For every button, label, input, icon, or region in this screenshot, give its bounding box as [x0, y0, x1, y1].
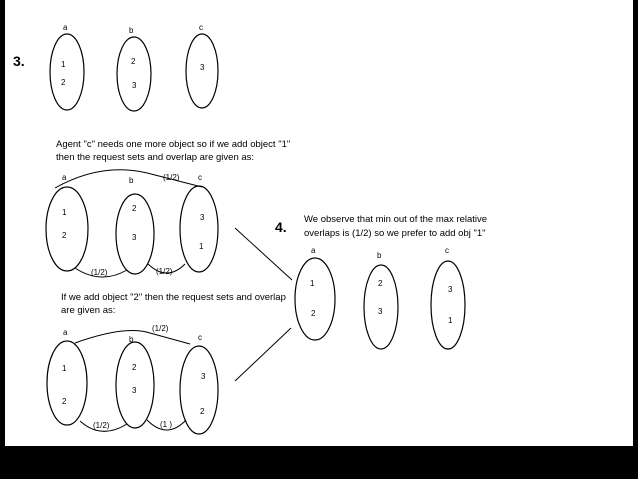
- opt1-set-b-item: 3: [132, 233, 137, 242]
- opt1-overlap-a-c-label: (1/2): [163, 173, 180, 182]
- set-b-label: b: [129, 26, 134, 35]
- step4-set-b-item: 2: [378, 279, 383, 288]
- opt2-set-b-ellipse: [116, 342, 154, 428]
- step4-label-a: a: [311, 246, 316, 255]
- step-3-number: 3.: [13, 53, 25, 69]
- step4-set-b-item: 3: [378, 307, 383, 316]
- step-4-caption-line-2: overlaps is (1/2) so we prefer to add obj "1": [304, 228, 486, 239]
- slide: [5, 0, 633, 446]
- opt2-set-b-item: 3: [132, 386, 137, 395]
- step4-set-c-item: 3: [448, 285, 453, 294]
- opt2-set-c-item: 3: [201, 372, 206, 381]
- opt2-label-c: c: [198, 333, 202, 342]
- opt2-set-a-item: 1: [62, 364, 67, 373]
- opt1-set-c-item: 3: [200, 213, 205, 222]
- step4-set-a-item: 1: [310, 279, 315, 288]
- opt1-set-a-ellipse: [46, 187, 88, 271]
- opt2-label-a: a: [63, 328, 68, 337]
- arrow-line-lower: [235, 328, 291, 381]
- step-4-number: 4.: [275, 219, 287, 235]
- set-b-ellipse: [117, 37, 151, 111]
- opt2-label-b: b: [129, 335, 134, 344]
- caption-2-line-1: If we add object "2" then the request sets and overlap: [61, 292, 286, 303]
- step4-label-c: c: [445, 246, 449, 255]
- opt1-set-a-item: 2: [62, 231, 67, 240]
- diagram-canvas: [5, 0, 633, 446]
- opt1-set-c-ellipse: [180, 186, 218, 272]
- opt1-label-a: a: [62, 173, 67, 182]
- opt2-overlap-a-b-label: (1/2): [93, 421, 110, 430]
- opt1-overlap-a-b-label: (1/2): [91, 268, 108, 277]
- opt1-label-c: c: [198, 173, 202, 182]
- set-b-item: 2: [131, 57, 136, 66]
- opt1-set-c-item: 1: [199, 242, 204, 251]
- opt2-overlap-b-c-label: (1 ): [160, 420, 172, 429]
- set-c-item: 3: [200, 63, 205, 72]
- opt2-set-c-item: 2: [200, 407, 205, 416]
- caption-1-line-2: then the request sets and overlap are given as:: [56, 152, 255, 163]
- set-a-item: 2: [61, 78, 66, 87]
- step4-set-a-item: 2: [311, 309, 316, 318]
- step4-set-c-ellipse: [431, 261, 465, 349]
- opt1-set-a-item: 1: [62, 208, 67, 217]
- opt2-overlap-a-c-label: (1/2): [152, 324, 169, 333]
- caption-2-line-2: are given as:: [61, 305, 116, 316]
- caption-1-line-1: Agent "c" needs one more object so if we add object "1": [56, 139, 291, 150]
- opt1-set-b-item: 2: [132, 204, 137, 213]
- opt1-overlap-b-c-label: (1/2): [156, 267, 173, 276]
- opt2-set-a-ellipse: [47, 341, 87, 425]
- set-c-label: c: [199, 23, 203, 32]
- set-a-label: a: [63, 23, 68, 32]
- step-4-caption-line-1: We observe that min out of the max relative: [304, 214, 488, 225]
- step4-label-b: b: [377, 251, 382, 260]
- opt2-set-b-item: 2: [132, 363, 137, 372]
- opt1-label-b: b: [129, 176, 134, 185]
- set-b-item: 3: [132, 81, 137, 90]
- set-a-ellipse: [50, 34, 84, 110]
- opt2-set-a-item: 2: [62, 397, 67, 406]
- step4-set-a-ellipse: [295, 258, 335, 340]
- bottom-bar: [0, 446, 638, 479]
- step4-set-c-item: 1: [448, 316, 453, 325]
- set-a-item: 1: [61, 60, 66, 69]
- arrow-line-upper: [235, 228, 292, 280]
